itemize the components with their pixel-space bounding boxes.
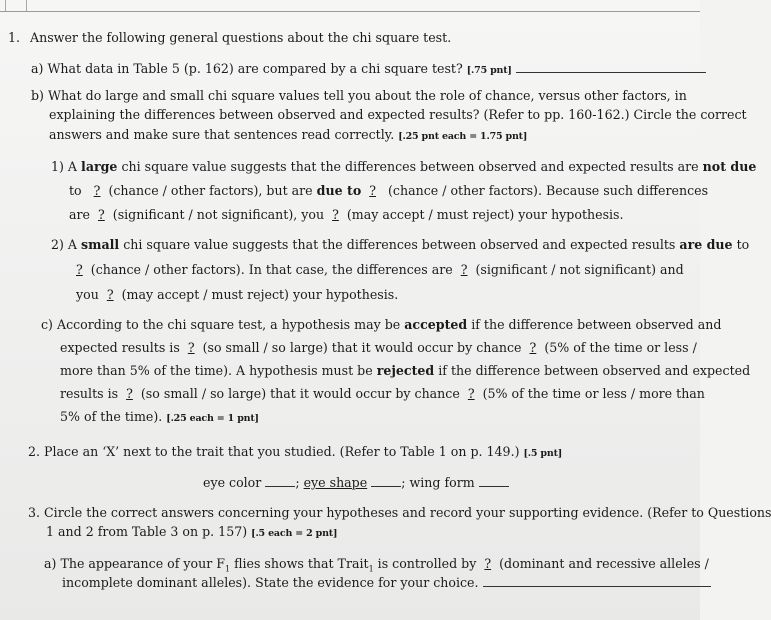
q1b2-line1 [51,237,749,253]
q1b1-choice-4: (may accept / must reject) your hypothesis. [346,207,624,222]
q1c-text-2: expected results is [60,340,180,355]
q1c-line5 [60,409,259,427]
question-3-points: [.5 each = 2 pnt] [251,528,338,539]
q1b1-choice-3: (significant / not significant), you [112,207,325,222]
q1b2-text-mid: chi square value suggests that the differences between observed and expected results [123,237,676,252]
q1b-text-2: explaining the differences between observed and expected results? (Refer to pp. 160-162.) Circle the correct [49,107,747,122]
trait-wing-form-label: wing form [409,475,475,490]
q3a-text-1: The appearance of your F [60,556,225,571]
q1b1-blank-1[interactable]: ? [93,183,101,198]
q1b2-blank-3[interactable]: ? [106,287,114,302]
q1b-text-3: answers and make sure that sentences read correctly. [49,127,395,142]
q1b1-due-to: due to [316,183,362,198]
q1a-answer-line[interactable] [516,61,706,73]
q1b1-text-mid: chi square value suggests that the differences between observed and expected results are [121,159,699,174]
q3a-text-4: incomplete dominant alleles). State the evidence for your choice. [62,575,479,590]
question-2-number: 2. [28,444,41,459]
trait-options [203,475,509,491]
q1c-points: [.25 each = 1 pnt] [166,413,259,424]
q1b2-text: 2) A [51,237,78,252]
q1b1-line2 [69,183,708,199]
q1b2-small: small [81,237,120,252]
q1b2-choice-3: (may accept / must reject) your hypothesis. [121,287,399,302]
q3a-text-3: is controlled by [373,556,477,571]
q1c-choice-1: (so small / so large) that it would occur by chance [202,340,522,355]
question-1-number: 1. [8,30,21,45]
q1c-line4 [60,386,705,402]
trait-separator-1: ; [295,475,300,490]
q1c-text-1b: if the difference between observed and [471,317,722,332]
question-1-heading: Answer the following general questions about the chi square test. [30,30,452,45]
q1c-line3 [60,363,750,379]
q3a-line2 [62,575,711,591]
trait-eye-color-label: eye color [203,475,262,490]
q1c-choice-2: (5% of the time or less / [544,340,697,355]
q3a-blank[interactable]: ? [484,556,492,571]
q1a-label: a) [31,61,44,76]
q1b1-not-due: not due [702,159,757,174]
q1b-label: b) [31,88,44,103]
q3a-answer-line[interactable] [483,575,711,587]
q1c-line2 [60,340,697,356]
q1b1-are: are [69,207,90,222]
q1c-accepted: accepted [404,317,468,332]
q1c-text-3b: if the difference between observed and expected [438,363,751,378]
q1b1-large: large [81,159,118,174]
q1b1-to: to [69,183,82,198]
q1c-text-5: 5% of the time). [60,409,163,424]
q1b2-you: you [76,287,99,302]
trait-separator-2: ; [401,475,406,490]
q1b2-blank-2[interactable]: ? [460,262,468,277]
page-corner-tab [5,0,27,11]
q1c-blank-3[interactable]: ? [126,386,133,401]
question-3-line1 [28,505,771,521]
q1c-rejected: rejected [376,363,435,378]
question-1a [31,61,706,79]
trait-eye-shape-label: eye shape [303,475,368,490]
q3a-text-2: flies shows that Trait [230,556,369,571]
question-2-text: Place an ‘X’ next to the trait that you studied. (Refer to Table 1 on p. 149.) [44,444,520,459]
q1b1-line3 [69,207,624,223]
q1b1-line1 [51,159,756,175]
q3a-f1-subscript: 1 [224,564,231,574]
q1b-points: [.25 pnt each = 1.75 pnt] [398,131,528,142]
q1b1-choice-1: (chance / other factors), but are [108,183,313,198]
q1c-choice-3: (so small / so large) that it would occur by chance [140,386,460,401]
q1a-text: What data in Table 5 (p. 162) are compared by a chi square test? [47,61,463,76]
q1b1-blank-2[interactable]: ? [369,183,376,198]
question-1b-line3 [49,127,527,145]
question-2 [28,444,562,462]
q1c-blank-4[interactable]: ? [467,386,475,401]
q1c-text-4: results is [60,386,119,401]
question-3-number: 3. [28,505,41,520]
q3a-choice: (dominant and recessive alleles / [499,556,709,571]
q1b2-to: to [736,237,750,252]
q1c-choice-4: (5% of the time or less / more than [482,386,705,401]
question-3-line2 [46,524,337,542]
page-top-rule [0,11,700,12]
q1b-text-1: What do large and small chi square values tell you about the role of chance, versus other factors, in [48,88,687,103]
q3a-label: a) [44,556,57,571]
trait-eye-color-blank[interactable] [265,475,295,487]
q1b1-blank-4[interactable]: ? [332,207,339,222]
q1b2-choice-2: (significant / not significant) and [475,262,684,277]
question-2-points: [.5 pnt] [523,448,563,459]
q1c-text-1: According to the chi square test, a hypothesis may be [56,317,401,332]
question-1b-line1 [31,88,687,104]
q1c-line1 [41,317,721,333]
q1b2-are-due: are due [679,237,733,252]
trait-eye-shape-blank[interactable] [371,475,401,487]
q1c-blank-2[interactable]: ? [529,340,537,355]
q1a-points: [.75 pnt] [466,65,512,76]
q3a-trait-subscript: 1 [368,564,374,574]
q1b2-blank-1[interactable]: ? [76,262,83,277]
question-3-text-2: 1 and 2 from Table 3 on p. 157) [46,524,248,539]
q1b2-line2 [76,262,684,278]
q1b1-text: 1) A [51,159,78,174]
q1b2-choice-1: (chance / other factors). In that case, the differences are [90,262,453,277]
question-3-text-1: Circle the correct answers concerning your hypotheses and record your supporting evidence. (Refer to Questions [44,505,771,520]
q1c-blank-1[interactable]: ? [187,340,195,355]
trait-wing-form-blank[interactable] [479,475,509,487]
q1b1-choice-2: (chance / other factors). Because such differences [388,183,709,198]
q1b2-line3 [76,287,398,303]
q1b1-blank-3[interactable]: ? [98,207,105,222]
q1c-label: c) [41,317,53,332]
q1c-text-3: more than 5% of the time). A hypothesis must be [60,363,373,378]
